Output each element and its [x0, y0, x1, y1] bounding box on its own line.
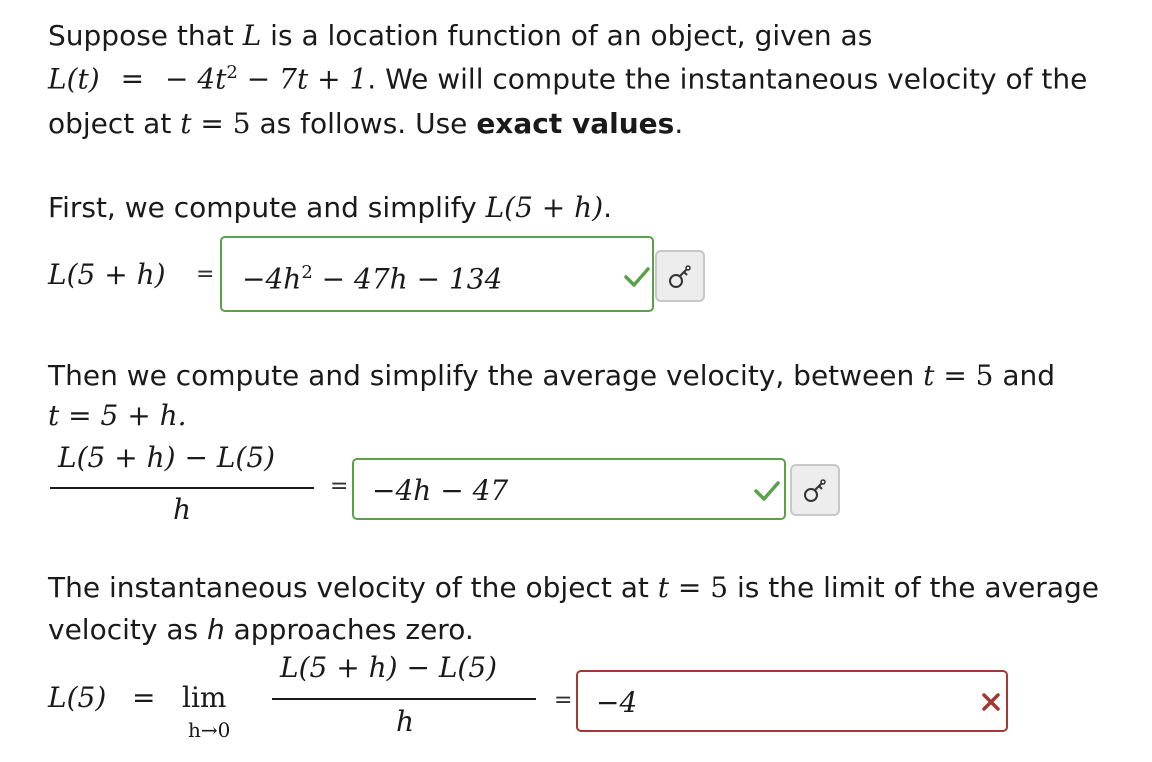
step3-text: The instantaneous velocity of the object at	[48, 571, 658, 604]
intro-line-3	[48, 107, 684, 140]
exact-values-emphasis: exact values	[476, 107, 675, 140]
step3-text: approaches zero.	[224, 613, 474, 646]
step3-prompt-line-1	[48, 571, 1099, 604]
step2-fraction-denominator: h	[173, 493, 192, 526]
answer-part: −4h	[242, 262, 302, 296]
step3-fraction-numerator: L(5 + h) − L(5)	[280, 651, 498, 684]
step2-equals: =	[330, 474, 349, 499]
var-t: t	[180, 107, 192, 140]
step2-prompt-line-1	[48, 359, 1056, 392]
math-text: = 5	[669, 571, 729, 604]
check-icon	[754, 480, 780, 502]
step1-keypad-button[interactable]	[655, 250, 705, 302]
step2-fraction-numerator: L(5 + h) − L(5)	[58, 441, 276, 474]
step1-lhs: L(5 + h)	[48, 258, 166, 291]
check-icon	[624, 266, 650, 288]
step2-text: and	[993, 359, 1056, 392]
step3-answer-value: −4	[596, 686, 638, 719]
step2-keypad-button[interactable]	[790, 464, 840, 516]
step1-answer-value	[242, 262, 502, 295]
step1-expr: L(5 + h)	[485, 191, 604, 224]
step3-equals: =	[554, 688, 573, 713]
var-t: t	[923, 359, 935, 392]
step3-lhs: L(5)	[48, 681, 107, 714]
step2-answer-field[interactable]	[352, 458, 786, 520]
math-text: = 5	[934, 359, 994, 392]
limit-operator: lim	[182, 681, 227, 714]
step3-prompt-line-2	[48, 613, 474, 646]
step3-fraction-denominator: h	[396, 705, 415, 738]
step2-text: Then we compute and simplify the average velocity, between	[48, 359, 924, 392]
math-keypad-icon	[792, 466, 838, 514]
function-expr: − 7t + 1	[237, 62, 368, 96]
step3-text: is the limit of the average	[728, 571, 1099, 604]
step2-fraction-bar	[50, 487, 314, 489]
math-text: = 5	[191, 107, 251, 140]
step1-text: First, we compute and simplify	[48, 191, 486, 224]
intro-text: . We will compute the instantaneous velocity of the	[367, 62, 1088, 96]
intro-text: object at	[48, 107, 181, 140]
period: .	[603, 191, 613, 224]
function-name: L(t)	[48, 62, 100, 96]
var-h: h	[206, 613, 225, 646]
intro-text: .	[674, 107, 684, 140]
intro-text: Suppose that	[48, 19, 243, 52]
step1-prompt	[48, 191, 613, 224]
step3-text: velocity as	[48, 613, 207, 646]
equals-sign: =	[120, 62, 145, 96]
answer-exponent: 2	[301, 262, 313, 283]
step1-answer-field[interactable]	[220, 236, 654, 312]
intro-line-2	[48, 62, 1088, 96]
exponent: 2	[226, 62, 238, 83]
intro-text: as follows. Use	[250, 107, 477, 140]
step3-fraction-bar	[272, 698, 536, 700]
intro-text: is a location function of an object, given as	[261, 19, 873, 52]
var-t: t	[657, 571, 670, 604]
var-L: L	[242, 19, 262, 52]
step3-lhs-equals: =	[132, 681, 156, 714]
intro-line-1	[48, 19, 873, 52]
x-icon	[980, 691, 1002, 713]
step3-answer-field[interactable]	[576, 670, 1008, 732]
answer-part: − 47h − 134	[312, 262, 503, 296]
step2-answer-value: −4h − 47	[372, 474, 509, 507]
step2-prompt-line-2: t = 5 + h.	[48, 399, 187, 432]
step1-equals: =	[196, 262, 215, 287]
function-expr: − 4t	[164, 62, 227, 96]
math-keypad-icon	[657, 252, 703, 300]
limit-subscript: h→0	[188, 718, 231, 742]
